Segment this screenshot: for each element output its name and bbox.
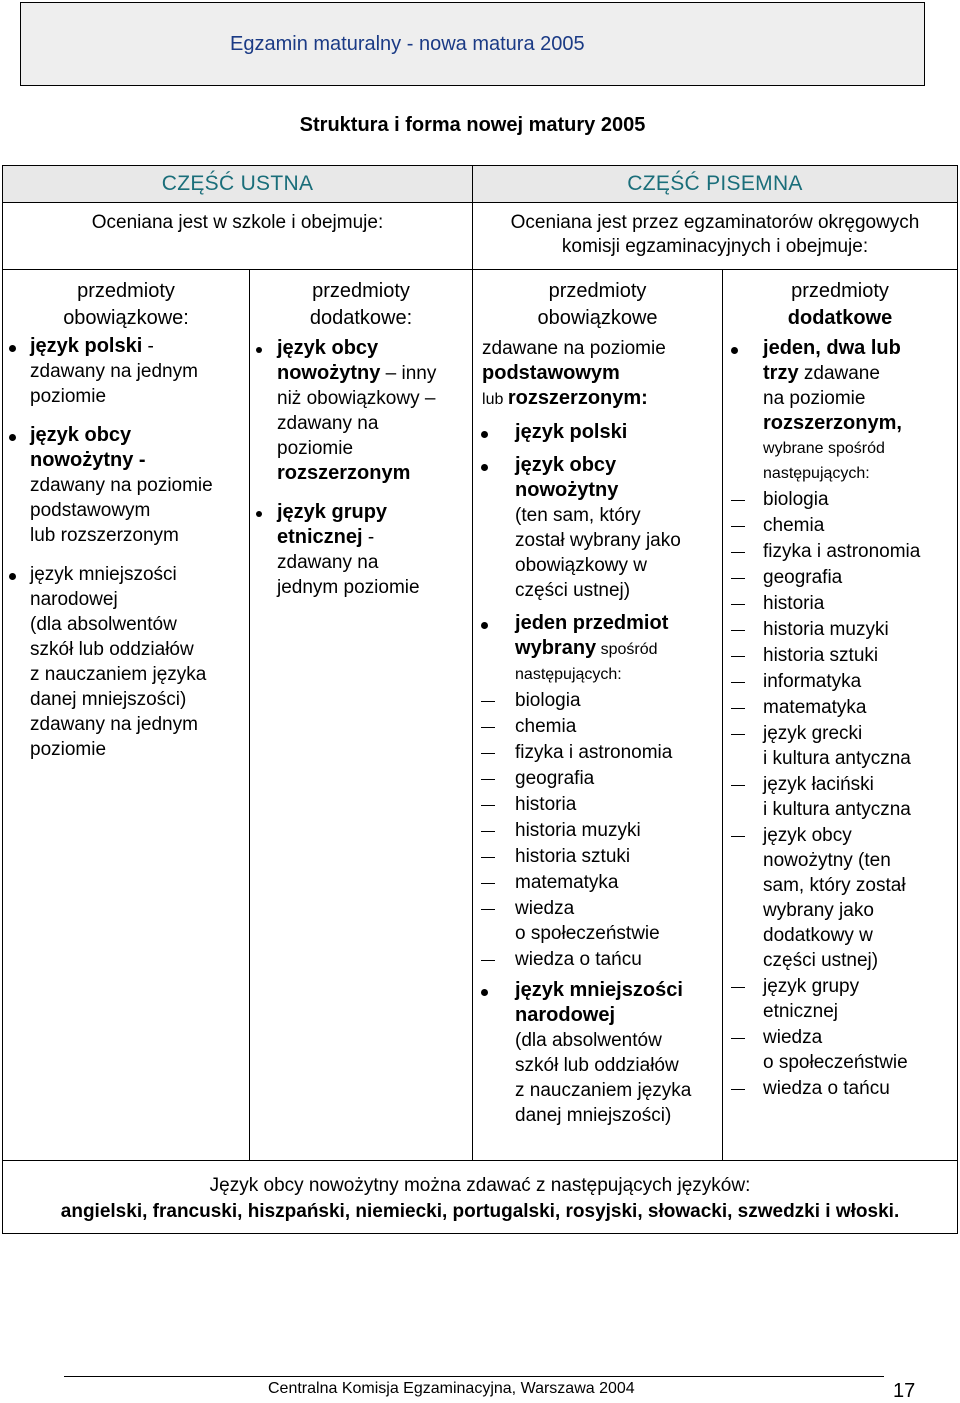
item-line: z nauczaniem języka — [30, 664, 207, 685]
dash-icon — [481, 831, 495, 832]
dash-icon — [731, 1089, 745, 1090]
subject-line: chemia — [763, 515, 825, 536]
dash-icon — [481, 960, 495, 961]
item-bold: język polski — [515, 421, 628, 443]
written-additional-column — [723, 270, 958, 1161]
item-bold: nowożytny — [30, 449, 134, 471]
written-mandatory-subject-list — [515, 688, 722, 972]
item-line: (dla absolwentów — [30, 614, 177, 635]
written-mandatory-item-polski — [515, 420, 722, 445]
item-line: zdawany na poziomie — [30, 475, 213, 496]
subject-line: matematyka — [515, 872, 619, 893]
dash-icon — [481, 805, 495, 806]
dash-icon — [731, 734, 745, 735]
structure-table — [2, 165, 958, 1234]
item-rest: - — [142, 336, 154, 357]
subject-line: sam, który został — [763, 875, 906, 896]
written-section-description — [473, 203, 958, 270]
subject-line: informatyka — [763, 671, 862, 692]
bullet-icon — [481, 431, 488, 438]
subject-line: o społeczeństwie — [515, 923, 660, 944]
item-rest: – inny — [380, 363, 437, 384]
subject-item — [515, 896, 722, 946]
item-rest: - — [133, 449, 146, 471]
subject-line: wiedza — [763, 1027, 823, 1048]
dash-icon — [731, 526, 745, 527]
subject-item — [515, 947, 722, 972]
subject-item — [763, 823, 957, 973]
languages-note — [3, 1161, 958, 1234]
subject-item — [763, 695, 957, 720]
subject-item — [763, 487, 957, 512]
dash-icon — [481, 753, 495, 754]
subject-line: fizyka i astronomia — [515, 742, 673, 763]
page-number: 17 — [893, 1380, 916, 1402]
document-title: Egzamin maturalny - nowa matura 2005 — [230, 33, 585, 55]
col-head-line2: obowiązkowe: — [63, 307, 189, 329]
subject-item — [515, 740, 722, 765]
subject-line: i kultura antyczna — [763, 748, 911, 769]
subject-item — [763, 643, 957, 668]
dash-icon — [731, 708, 745, 709]
subject-line: wybrany jako — [763, 900, 874, 921]
col-head-line1: przedmioty — [77, 280, 175, 302]
item-line: niż obowiązkowy – — [277, 388, 436, 409]
item-line: został wybrany jako — [515, 530, 681, 551]
item-bold: język obcy — [30, 424, 132, 446]
item-rest: - — [362, 527, 375, 548]
item-bold: język obcy — [277, 337, 379, 359]
item-line: następujących: — [515, 666, 622, 683]
item-bold: język polski — [30, 335, 143, 357]
bullet-icon — [256, 347, 262, 353]
item-line: szkół lub oddziałów — [515, 1055, 679, 1076]
page-footer-text: Centralna Komisja Egzaminacyjna, Warszawa 2004 — [268, 1380, 635, 1397]
dash-icon — [731, 630, 745, 631]
dash-icon — [731, 500, 745, 501]
item-line: poziomie — [277, 438, 354, 459]
written-additional-header — [723, 270, 957, 332]
subject-line: wiedza o tańcu — [515, 949, 642, 970]
item-bold: trzy — [763, 362, 799, 384]
item-bold: rozszerzonym, — [763, 412, 902, 434]
subject-item — [515, 844, 722, 869]
dash-icon — [731, 578, 745, 579]
subject-line: geografia — [763, 567, 843, 588]
subject-item — [515, 766, 722, 791]
dash-icon — [731, 836, 745, 837]
item-rest: zdawane — [798, 363, 880, 384]
col-head-line1: przedmioty — [548, 280, 647, 302]
bullet-icon — [9, 434, 16, 441]
bullet-icon — [9, 345, 16, 352]
subject-line: dodatkowy w — [763, 925, 873, 946]
subject-line: język grecki — [763, 723, 863, 744]
oral-additional-column — [250, 270, 473, 1161]
subject-line: historia — [763, 593, 825, 614]
written-mandatory-item-jeden — [515, 611, 722, 687]
item-bold: narodowej — [515, 1004, 616, 1026]
item-bold: nowożytny — [277, 362, 381, 384]
oral-section-heading: CZĘŚĆ USTNA — [3, 166, 473, 203]
subject-line: historia — [515, 794, 577, 815]
dash-icon — [731, 552, 745, 553]
written-mandatory-column — [473, 270, 723, 1161]
footer-rule — [64, 1376, 884, 1377]
col-head-line1: przedmioty — [791, 280, 889, 302]
subject-line: fizyka i astronomia — [763, 541, 921, 562]
written-desc-line2: komisji egzaminacyjnych i obejmuje: — [561, 236, 869, 257]
intro-lub: lub — [482, 391, 508, 408]
written-section-heading: CZĘŚĆ PISEMNA — [473, 166, 958, 203]
dash-icon — [481, 701, 495, 702]
item-line: poziomie — [30, 386, 107, 407]
item-line: danej mniejszości) — [515, 1105, 672, 1126]
subject-line: historia sztuki — [763, 645, 879, 666]
intro-bold: rozszerzonym: — [507, 387, 648, 409]
oral-mandatory-header — [3, 270, 249, 332]
item-line: (ten sam, który — [515, 505, 641, 526]
written-additional-intro — [763, 336, 957, 486]
subject-line: historia sztuki — [515, 846, 631, 867]
subject-item — [763, 772, 957, 822]
item-bold: etnicznej — [277, 526, 363, 548]
subject-item — [515, 818, 722, 843]
written-mandatory-header — [473, 270, 722, 332]
subject-item — [515, 688, 722, 713]
oral-mandatory-item-obcy — [30, 423, 249, 548]
col-head-line1: przedmioty — [312, 280, 410, 302]
subject-line: geografia — [515, 768, 595, 789]
dash-icon — [481, 909, 495, 910]
item-line: zdawany na — [277, 413, 379, 434]
item-line: (dla absolwentów — [515, 1030, 662, 1051]
subject-item — [763, 669, 957, 694]
subject-item — [763, 721, 957, 771]
subject-line: historia muzyki — [763, 619, 889, 640]
oral-desc-text: Oceniana jest w szkole i obejmuje: — [91, 212, 384, 233]
oral-additional-item-obcy — [277, 336, 472, 486]
subject-item — [763, 1076, 957, 1101]
subject-item — [763, 513, 957, 538]
subject-line: język łaciński — [763, 774, 874, 795]
dash-icon — [481, 883, 495, 884]
languages-list: angielski, francuski, hiszpański, niemiecki, portugalski, rosyjski, słowacki, szwedzki i włoski. — [60, 1201, 900, 1222]
item-bold: nowożytny — [515, 479, 619, 501]
item-bold: język grupy — [277, 501, 388, 523]
item-line: lub rozszerzonym — [30, 525, 179, 546]
dash-icon — [481, 727, 495, 728]
subject-line: etnicznej — [763, 1001, 839, 1022]
subject-line: wiedza o tańcu — [763, 1078, 890, 1099]
item-line: język mniejszości — [30, 564, 177, 585]
col-head-line2: obowiązkowe — [537, 307, 658, 329]
oral-mandatory-item-mniejszosci — [30, 562, 249, 762]
languages-note-line1: Język obcy nowożytny można zdawać z następujących języków: — [209, 1175, 751, 1196]
subject-item — [515, 714, 722, 739]
intro-line: podstawowym — [482, 362, 620, 384]
item-line: podstawowym — [30, 500, 151, 521]
subject-line: i kultura antyczna — [763, 799, 911, 820]
col-head-line2: dodatkowe — [787, 307, 893, 329]
oral-mandatory-item-polski — [30, 334, 249, 409]
subject-item — [763, 974, 957, 1024]
oral-mandatory-column — [3, 270, 250, 1161]
item-bold: język mniejszości — [515, 979, 683, 1001]
subject-line: matematyka — [763, 697, 867, 718]
dash-icon — [731, 656, 745, 657]
oral-section-description — [3, 203, 473, 270]
bullet-icon — [731, 347, 738, 354]
subject-line: chemia — [515, 716, 577, 737]
item-line: części ustnej) — [515, 580, 631, 601]
item-bold: wybrany — [515, 637, 597, 659]
written-desc-line1: Oceniana jest przez egzaminatorów okręgowych — [510, 212, 920, 233]
item-bold: język obcy — [515, 454, 617, 476]
item-line: rozszerzonym — [277, 462, 411, 484]
subject-item — [763, 1025, 957, 1075]
bullet-icon — [481, 464, 488, 471]
subject-item — [763, 591, 957, 616]
item-line: zdawany na jednym — [30, 361, 198, 382]
bullet-icon — [481, 622, 488, 629]
dash-icon — [481, 857, 495, 858]
bullet-icon — [481, 989, 488, 996]
subject-item — [763, 539, 957, 564]
subject-line: język obcy — [763, 825, 852, 846]
item-line: obowiązkowy w — [515, 555, 648, 576]
item-line: zdawany na — [277, 552, 379, 573]
subject-item — [763, 617, 957, 642]
subject-line: o społeczeństwie — [763, 1052, 908, 1073]
subject-line: części ustnej) — [763, 950, 879, 971]
dash-icon — [481, 779, 495, 780]
item-line: wybrane spośród — [763, 440, 885, 457]
item-line: zdawany na jednym — [30, 714, 198, 735]
written-mandatory-item-obcy — [515, 453, 722, 603]
subject-line: język grupy — [763, 976, 860, 997]
item-line: jednym poziomie — [277, 577, 420, 598]
dash-icon — [731, 604, 745, 605]
document-subtitle: Struktura i forma nowej matury 2005 — [299, 114, 646, 136]
item-line: z nauczaniem języka — [515, 1080, 692, 1101]
written-mandatory-item-mniejszosci — [515, 978, 722, 1128]
item-line: poziomie — [30, 739, 107, 760]
subject-line: historia muzyki — [515, 820, 641, 841]
dash-icon — [731, 987, 745, 988]
subject-item — [763, 565, 957, 590]
item-bold: jeden przedmiot — [515, 612, 669, 634]
item-line: danej mniejszości) — [30, 689, 187, 710]
subject-line: nowożytny (ten — [763, 850, 891, 871]
oral-additional-item-grupy — [277, 500, 472, 600]
bullet-icon — [256, 511, 262, 517]
item-line: na poziomie — [763, 388, 866, 409]
item-bold: jeden, dwa lub — [763, 337, 901, 359]
item-rest: spośród — [596, 641, 658, 658]
item-line: szkół lub oddziałów — [30, 639, 194, 660]
dash-icon — [731, 682, 745, 683]
intro-line: zdawane na poziomie — [482, 338, 666, 359]
item-line: następujących: — [763, 465, 870, 482]
written-additional-subject-list — [763, 487, 957, 1101]
oral-additional-header — [250, 270, 472, 332]
subject-item — [515, 870, 722, 895]
subject-line: wiedza — [515, 898, 575, 919]
item-line: narodowej — [30, 589, 118, 610]
col-head-line2: dodatkowe: — [309, 307, 413, 329]
subject-line: biologia — [515, 690, 581, 711]
subject-line: biologia — [763, 489, 829, 510]
bullet-icon — [9, 573, 16, 580]
dash-icon — [731, 1038, 745, 1039]
dash-icon — [731, 785, 745, 786]
subject-item — [515, 792, 722, 817]
